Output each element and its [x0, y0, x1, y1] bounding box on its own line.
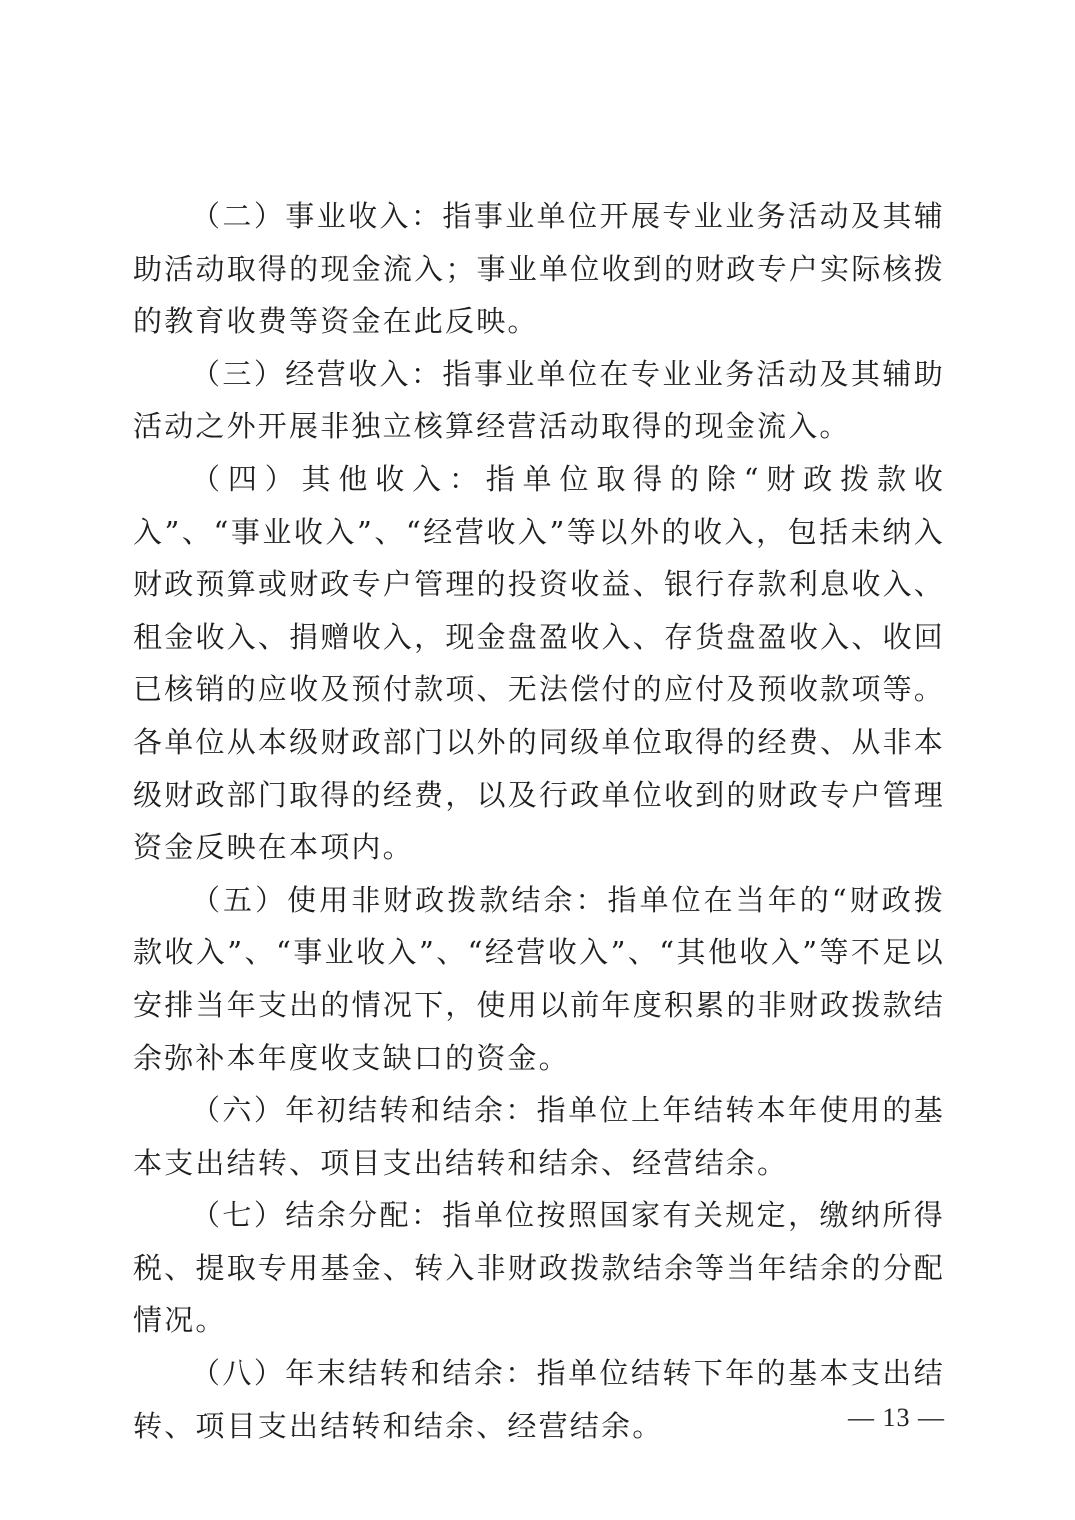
paragraph-non-fiscal-surplus: （五）使用非财政拨款结余：指单位在当年的“财政拨款收入”、“事业收入”、“经营收入”、“其他收入”等不足以安排当年支出的情况下，使用以前年度积累的非财政拨款结余弥补本年度收支缺口的资金。: [133, 882, 945, 1075]
paragraph-business-income: （二）事业收入：指事业单位开展专业业务活动及其辅助活动取得的现金流入；事业单位收到的财政专户实际核拨的教育收费等资金在此反映。: [133, 199, 945, 339]
body-text: [133, 190, 945, 1452]
paragraph-operating-income: （三）经营收入：指事业单位在专业业务活动及其辅助活动之外开展非独立核算经营活动取得的现金流入。: [133, 356, 945, 444]
paragraph-surplus-distribution: （七）结余分配：指单位按照国家有关规定，缴纳所得税、提取专用基金、转入非财政拨款结余等当年结余的分配情况。: [133, 1198, 945, 1338]
paragraph-other-income: （四）其他收入：指单位取得的除“财政拨款收入”、“事业收入”、“经营收入”等以外的收入，包括未纳入财政预算或财政专户管理的投资收益、银行存款利息收入、租金收入、捐赠收入，现金盘盈收入、存货盘盈收入、收回已核销的应收及预付款项、无法偿付的应付及预收款项等。各单位从本级财政部门以外的同级单位取得的经费、从非本级财政部门取得的经费，以及行政单位收到的财政专户管理资金反映在本项内。: [133, 461, 945, 865]
paragraph-opening-carryover: （六）年初结转和结余：指单位上年结转本年使用的基本支出结转、项目支出结转和结余、经营结余。: [133, 1093, 945, 1180]
paragraph-closing-carryover: （八）年末结转和结余：指单位结转下年的基本支出结转、项目支出结转和结余、经营结余。: [133, 1356, 945, 1443]
page-number: — 13 —: [848, 1403, 945, 1432]
